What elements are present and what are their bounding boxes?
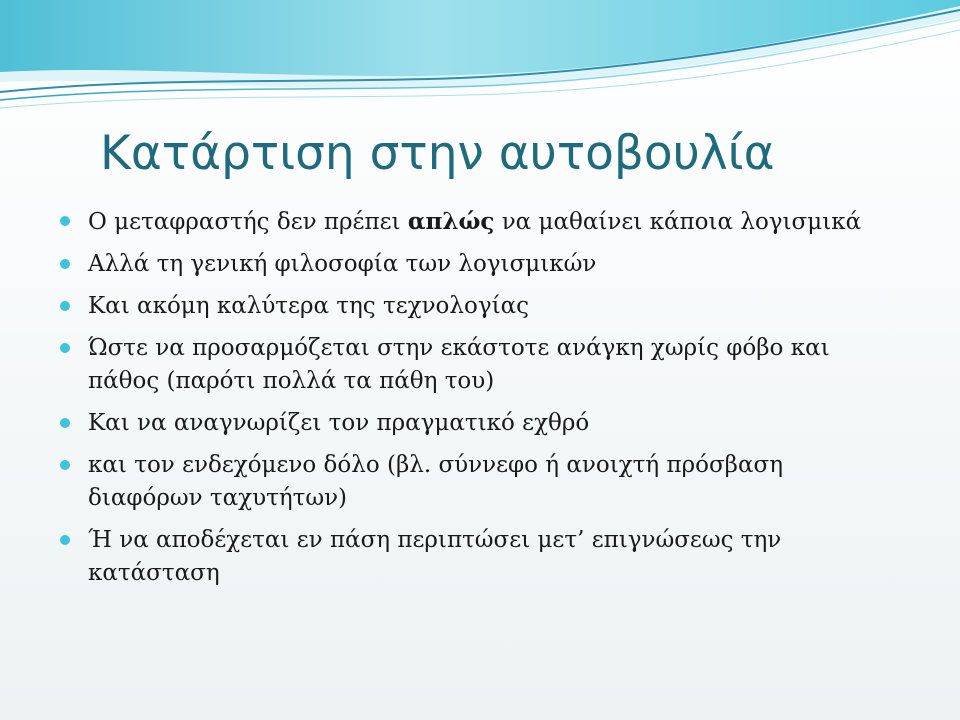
bullet-item bbox=[58, 524, 900, 590]
bullet-dot-icon bbox=[60, 301, 70, 311]
bullet-item bbox=[58, 248, 900, 281]
bullet-text: και τον ενδεχόμενο δόλο (βλ. σύννεφο ή ανοιχτή πρόσβαση διαφόρων ταχυτήτων) bbox=[88, 452, 783, 511]
slide-title: Κατάρτιση στην αυτοβουλία bbox=[100, 126, 775, 181]
bullet-text-before: Ο μεταφραστής δεν πρέπει bbox=[88, 209, 408, 235]
bullet-dot-icon bbox=[60, 259, 70, 269]
bullet-item bbox=[58, 290, 900, 323]
bullet-text-bold: απλώς bbox=[407, 208, 495, 235]
bullet-text-after: να μαθαίνει κάποια λογισμικά bbox=[494, 209, 862, 235]
bullet-dot-icon bbox=[60, 535, 70, 545]
bullet-text bbox=[88, 209, 861, 235]
bullet-dot-icon bbox=[60, 343, 70, 353]
bullet-text: Αλλά τη γενική φιλοσοφία των λογισμικών bbox=[88, 251, 597, 277]
bullet-item bbox=[58, 332, 900, 398]
wave-header-decoration bbox=[0, 0, 960, 125]
bullet-item bbox=[58, 449, 900, 515]
bullet-item bbox=[58, 205, 900, 239]
bullet-item bbox=[58, 407, 900, 440]
bullet-dot-icon bbox=[60, 460, 70, 470]
bullet-dot-icon bbox=[60, 216, 70, 226]
bullet-text: Και να αναγνωρίζει τον πραγματικό εχθρό bbox=[88, 410, 590, 436]
bullet-text: Ή να αποδέχεται εν πάση περιπτώσει μετ’ επιγνώσεως την κατάσταση bbox=[88, 527, 782, 586]
bullet-text: Και ακόμη καλύτερα της τεχνολογίας bbox=[88, 293, 530, 319]
bullet-list bbox=[58, 205, 900, 599]
bullet-dot-icon bbox=[60, 418, 70, 428]
bullet-text: Ώστε να προσαρμόζεται στην εκάστοτε ανάγκη χωρίς φόβο και πάθος (παρότι πολλά τα πάθη του) bbox=[88, 335, 830, 394]
